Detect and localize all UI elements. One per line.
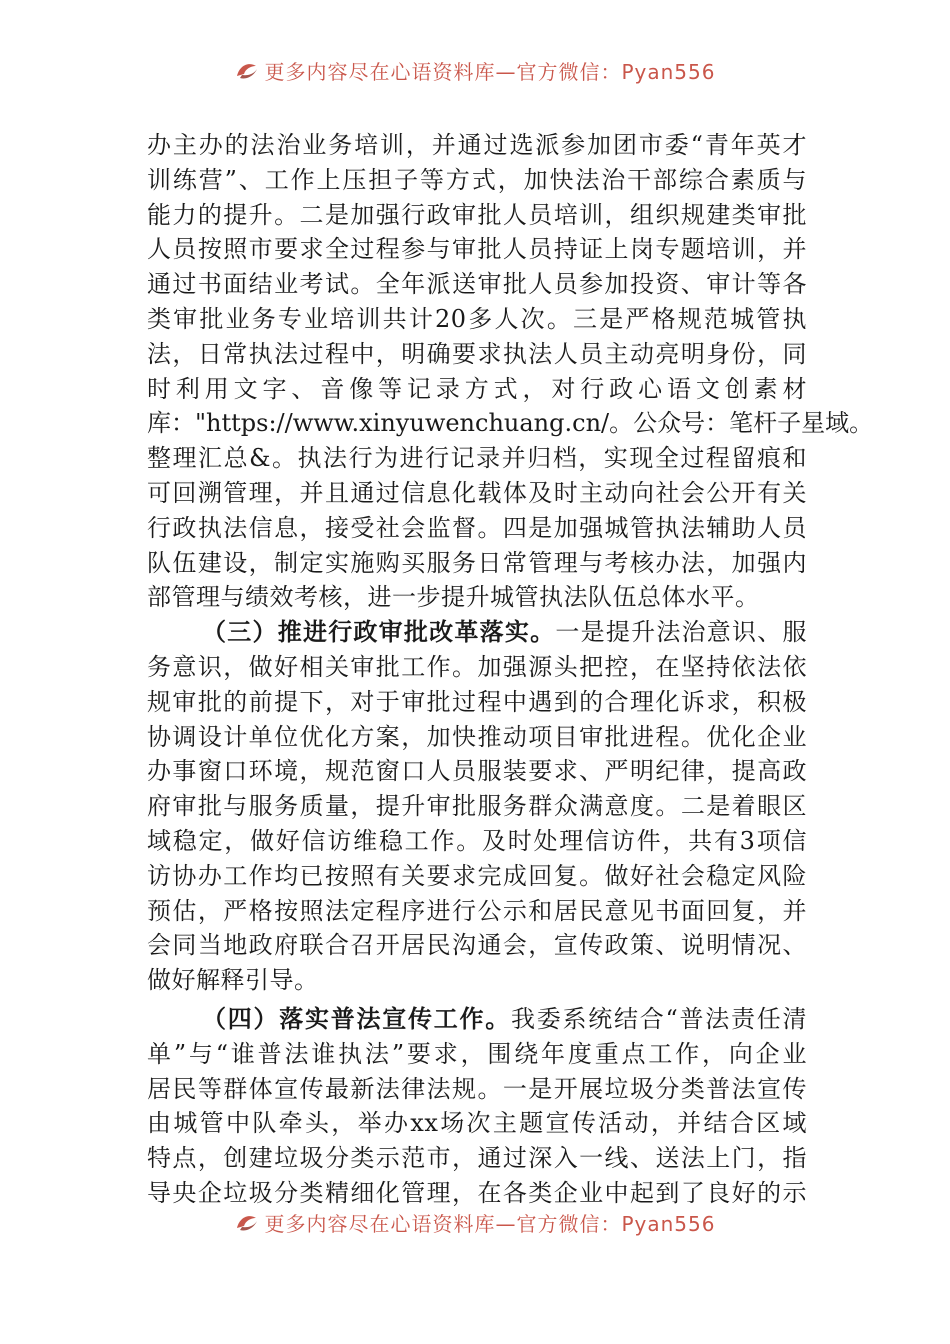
text-line: 行政执法信息，接受社会监督。四是加强城管执法辅助人员 (147, 513, 807, 542)
text-line: 训练营”、工作上压担子等方式，加快法治干部综合素质与 (147, 165, 807, 194)
brand-logo-icon (234, 1212, 260, 1234)
text-line: 类审批业务专业培训共计20多人次。三是严格规范城管执 (147, 304, 807, 333)
text-line: 会同当地政府联合召开居民沟通会，宣传政策、说明情况、 (147, 931, 807, 960)
text-line: 访协办工作均已按照有关要求完成回复。做好社会稳定风险 (147, 861, 807, 890)
section-heading: （四）落实普法宣传工作。 (202, 1003, 511, 1033)
text-line: 预估，严格按照法定程序进行公示和居民意见书面回复，并 (147, 896, 807, 925)
text-line: 时利用文字、音像等记录方式，对行政心语文创素材 (147, 374, 807, 403)
text-line: 法，日常执法过程中，明确要求执法人员主动亮明身份，同 (147, 339, 807, 368)
header-watermark (0, 54, 950, 84)
section-first-line (147, 1002, 807, 1037)
text-line: 由城管中队牵头，举办xx场次主题宣传活动，并结合区域 (147, 1109, 807, 1138)
text-line: 库："https://www.xinyuwenchuang.cn/。公众号：笔杆子星域。 (147, 409, 874, 438)
text-line: 府审批与服务质量，提升审批服务群众满意度。二是着眼区 (147, 792, 807, 821)
text-run: 一是提升法治意识、服 (555, 618, 808, 647)
text-line: 导央企垃圾分类精细化管理，在各类企业中起到了良好的示 (147, 1178, 807, 1207)
text-line: 可回溯管理，并且通过信息化载体及时主动向社会公开有关 (147, 478, 807, 507)
text-line: 人员按照市要求全过程参与审批人员持证上岗专题培训，并 (147, 235, 807, 264)
footer-watermark (0, 1206, 950, 1236)
paragraph-1 (147, 128, 874, 615)
text-line: 队伍建设，制定实施购买服务日常管理与考核办法，加强内 (147, 548, 807, 577)
text-line: 做好解释引导。 (147, 966, 319, 995)
watermark-text: 更多内容尽在心语资料库—官方微信：Pyan556 (264, 1212, 716, 1236)
text-line: 办主办的法治业务培训，并通过选派参加团市委“青年英才 (147, 131, 807, 159)
watermark-text: 更多内容尽在心语资料库—官方微信：Pyan556 (264, 60, 716, 84)
text-line: 协调设计单位优化方案，加快推动项目审批进程。优化企业 (147, 722, 807, 751)
text-line: 通过书面结业考试。全年派送审批人员参加投资、审计等各 (147, 270, 807, 299)
text-line: 规审批的前提下，对于审批过程中遇到的合理化诉求，积极 (147, 687, 807, 716)
text-line: 能力的提升。二是加强行政审批人员培训，组织规建类审批 (147, 200, 807, 229)
text-line: 整理汇总&。执法行为进行记录并归档，实现全过程留痕和 (147, 444, 807, 473)
text-line: 单”与“谁普法谁执法”要求，围绕年度重点工作，向企业 (147, 1039, 807, 1068)
section-heading: （三）推进行政审批改革落实。 (202, 617, 556, 647)
paragraph-2 (147, 615, 807, 998)
text-run: 我委系统结合“普法责任清 (510, 1004, 807, 1033)
text-line: 办事窗口环境，规范窗口人员服装要求、严明纪律，提高政 (147, 757, 807, 786)
text-line: 域稳定，做好信访维稳工作。及时处理信访件，共有3项信 (147, 826, 807, 855)
document-body (147, 128, 874, 1211)
text-line: 特点，创建垃圾分类示范市，通过深入一线、送法上门，指 (147, 1144, 807, 1173)
text-line: 居民等群体宣传最新法律法规。一是开展垃圾分类普法宣传 (147, 1074, 807, 1103)
section-first-line (147, 615, 807, 650)
brand-logo-icon (234, 60, 260, 82)
paragraph-3 (147, 1002, 807, 1211)
text-line: 务意识，做好相关审批工作。加强源头把控，在坚持依法依 (147, 652, 807, 681)
text-line: 部管理与绩效考核，进一步提升城管执法队伍总体水平。 (147, 583, 760, 612)
